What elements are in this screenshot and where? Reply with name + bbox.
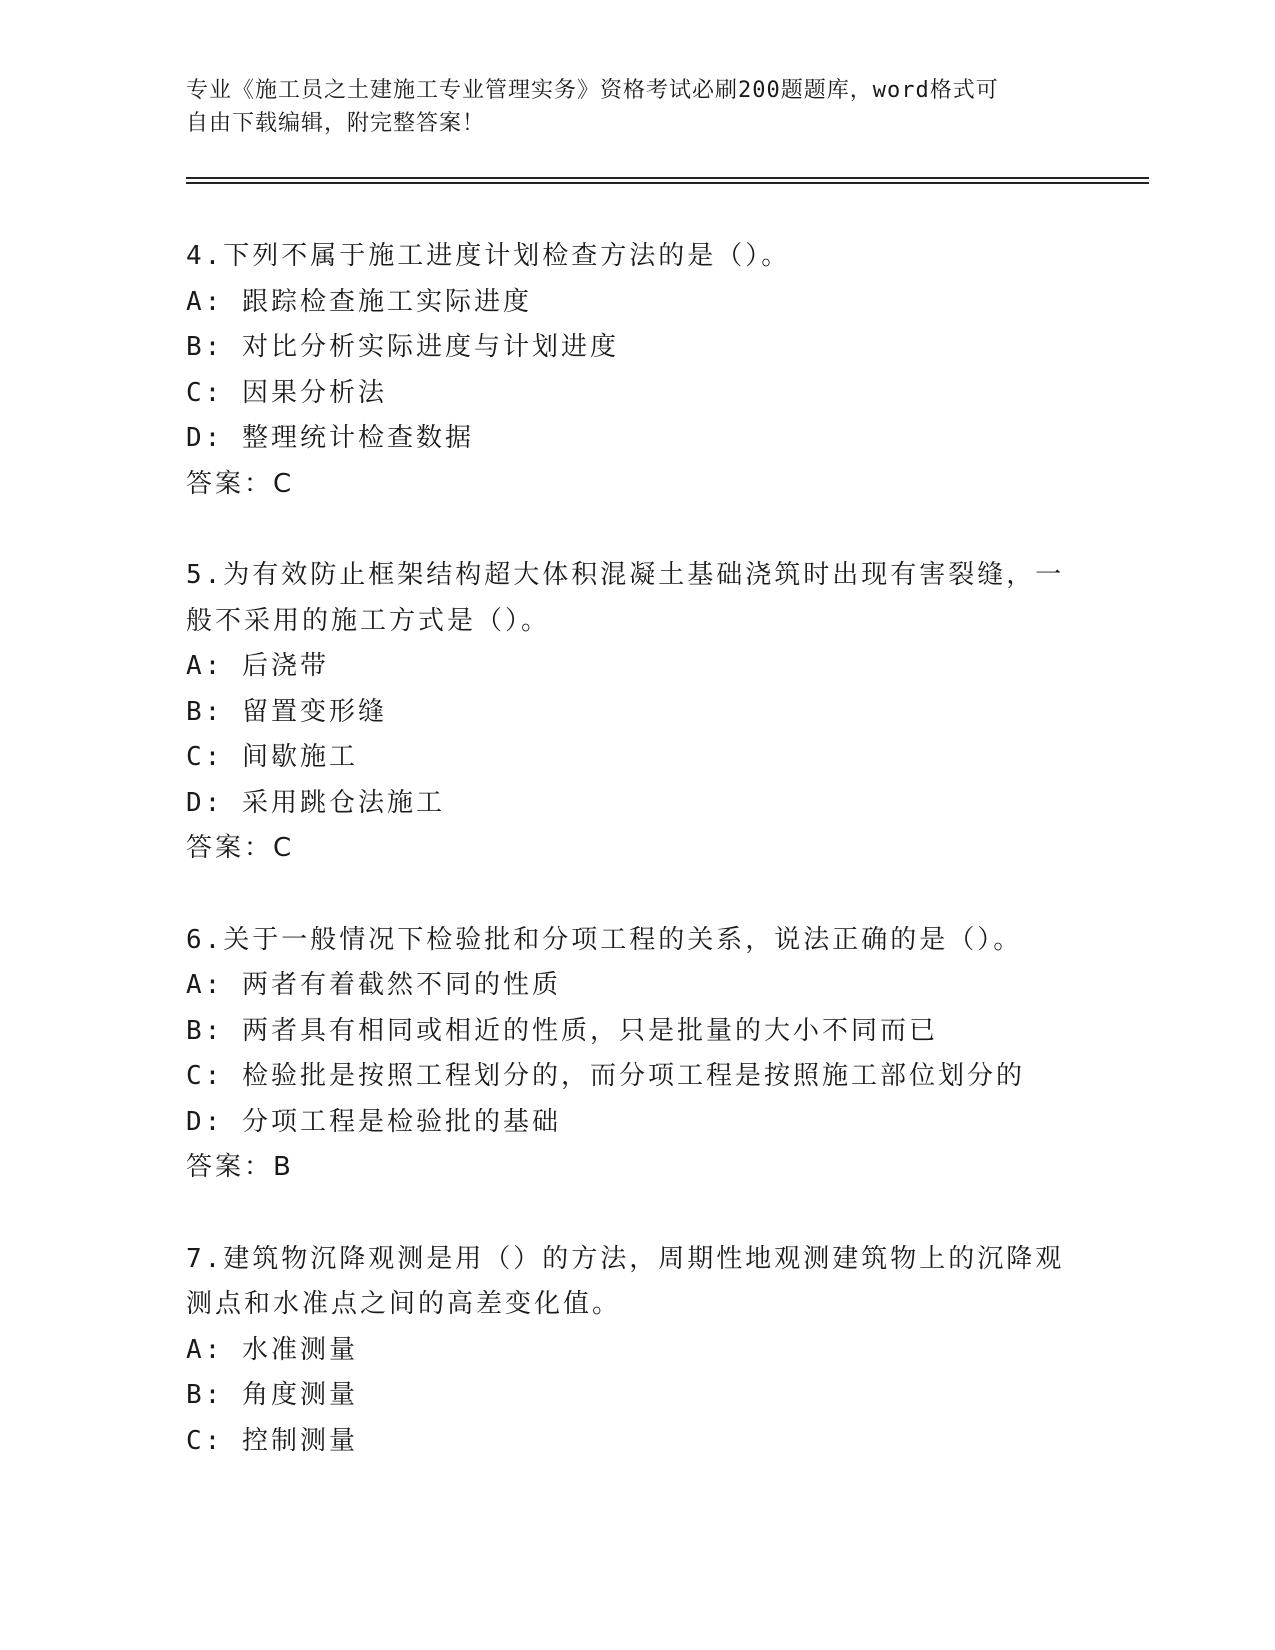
option-a: A: 水准测量 — [186, 1334, 358, 1365]
option-d: D: 分项工程是检验批的基础 — [186, 1106, 561, 1137]
option-d: D: 整理统计检查数据 — [186, 423, 474, 453]
answer-key: 答案：C — [186, 468, 295, 499]
option-c: C: 间歇施工 — [186, 742, 358, 772]
question-stem: 7.建筑物沉降观测是用（）的方法，周期性地观测建筑物上的沉降观测点和水准点之间的高差变化值。 — [186, 1243, 1065, 1319]
question-7 — [186, 1237, 1086, 1465]
option-c: C: 因果分析法 — [186, 377, 387, 408]
header-divider — [186, 177, 1149, 179]
option-b: B: 两者具有相同或相近的性质，只是批量的大小不同而已 — [186, 1015, 938, 1046]
question-4 — [186, 234, 1086, 507]
option-c: C: 控制测量 — [186, 1425, 358, 1456]
option-d: D: 采用跳仓法施工 — [186, 787, 445, 818]
question-stem: 5.为有效防止框架结构超大体积混凝土基础浇筑时出现有害裂缝，一般不采用的施工方式是（）。 — [186, 560, 1065, 636]
question-list — [186, 234, 1086, 1510]
answer-key: 答案：C — [186, 833, 295, 863]
option-a: A: 跟踪检查施工实际进度 — [186, 286, 532, 317]
question-stem: 4.下列不属于施工进度计划检查方法的是（）。 — [186, 241, 791, 271]
question-5 — [186, 553, 1086, 872]
option-a: A: 两者有着截然不同的性质 — [186, 970, 561, 1000]
header-divider-secondary — [186, 182, 1149, 184]
question-stem: 6.关于一般情况下检验批和分项工程的关系，说法正确的是（）。 — [186, 924, 1023, 955]
option-c: C: 检验批是按照工程划分的，而分项工程是按照施工部位划分的 — [186, 1061, 1025, 1091]
document-header — [186, 74, 1086, 140]
option-a: A: 后浇带 — [186, 651, 329, 681]
option-b: B: 对比分析实际进度与计划进度 — [186, 332, 619, 362]
answer-key: 答案：B — [186, 1152, 294, 1182]
option-b: B: 留置变形缝 — [186, 696, 387, 727]
header-title-line-1: 专业《施工员之土建施工专业管理实务》资格考试必刷200题题库，word格式可 — [186, 78, 999, 103]
option-b: B: 角度测量 — [186, 1380, 358, 1410]
question-6 — [186, 918, 1086, 1191]
header-title-line-2: 自由下载编辑，附完整答案！ — [186, 111, 486, 136]
